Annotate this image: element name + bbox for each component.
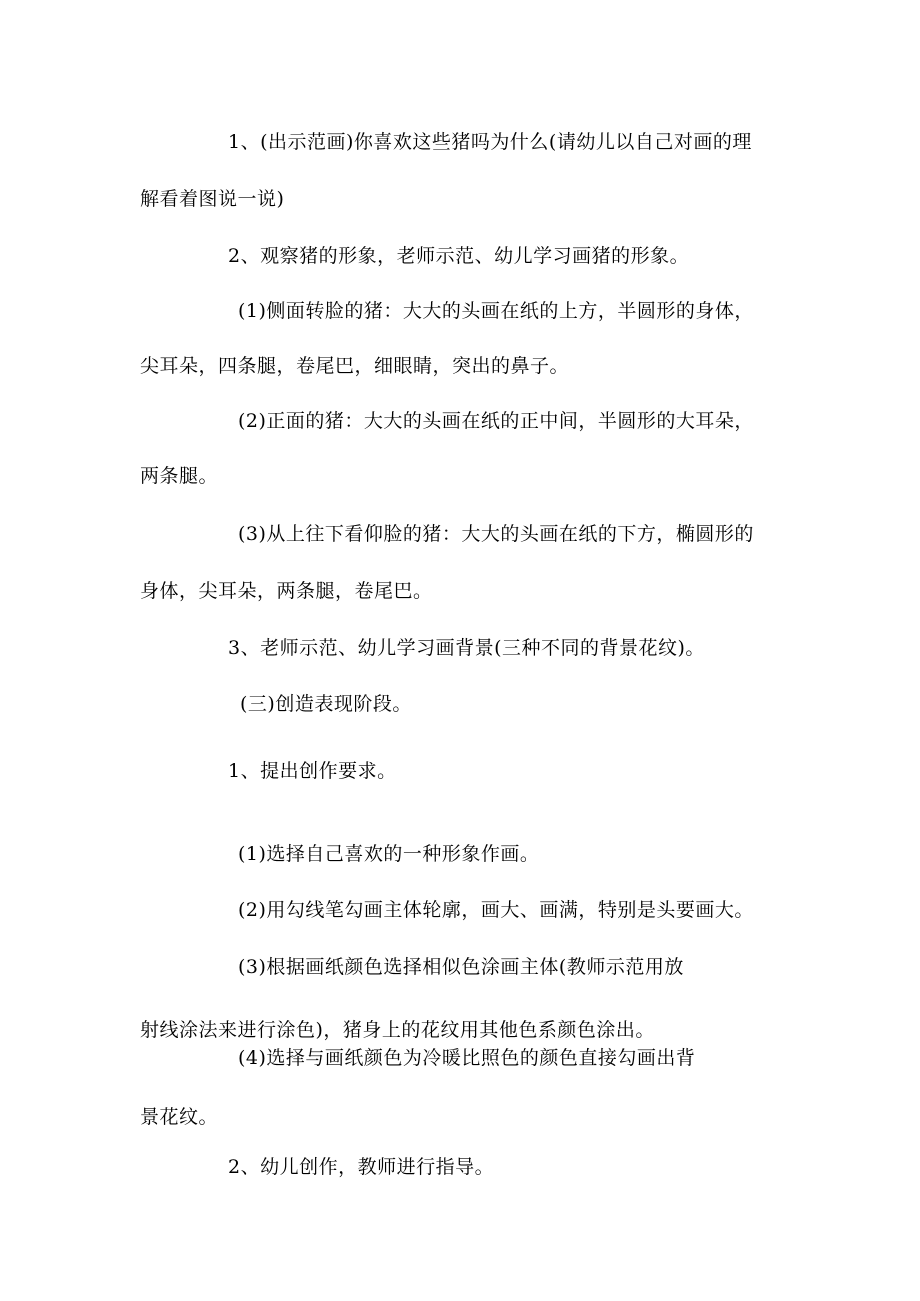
paragraph-line: 3、老师示范、幼儿学习画背景(三种不同的背景花纹)。 bbox=[228, 637, 705, 659]
section-heading: (三)创造表现阶段。 bbox=[240, 693, 412, 715]
paragraph-line: (1)选择自己喜欢的一种形象作画。 bbox=[238, 843, 540, 865]
paragraph-line: 1、(出示范画)你喜欢这些猪吗为什么(请幼儿以自己对画的理 bbox=[228, 131, 752, 153]
paragraph-line: 2、观察猪的形象，老师示范、幼儿学习画猪的形象。 bbox=[228, 245, 690, 267]
paragraph-line: (1)侧面转脸的猪：大大的头画在纸的上方，半圆形的身体， bbox=[238, 300, 754, 322]
paragraph-line: 身体，尖耳朵，两条腿，卷尾巴。 bbox=[140, 580, 433, 602]
paragraph-line: 1、提出创作要求。 bbox=[228, 760, 397, 782]
paragraph-line: (4)选择与画纸颜色为冷暖比照色的颜色直接勾画出背 bbox=[238, 1047, 696, 1069]
paragraph-line: 两条腿。 bbox=[140, 465, 219, 487]
paragraph-line: (3)根据画纸颜色选择相似色涂画主体(教师示范用放 bbox=[238, 956, 684, 978]
paragraph-line: (3)从上往下看仰脸的猪：大大的头画在纸的下方，椭圆形的 bbox=[238, 523, 754, 545]
paragraph-line: 尖耳朵，四条腿，卷尾巴，细眼睛，突出的鼻子。 bbox=[140, 355, 570, 377]
paragraph-line: 解看着图说一说) bbox=[140, 188, 285, 210]
paragraph-line: (2)用勾线笔勾画主体轮廓，画大、画满，特别是头要画大。 bbox=[238, 899, 754, 921]
paragraph-line: 射线涂法来进行涂色)，猪身上的花纹用其他色系颜色涂出。 bbox=[140, 1019, 655, 1041]
paragraph-line: 2、幼儿创作，教师进行指导。 bbox=[228, 1156, 495, 1178]
paragraph-line: 景花纹。 bbox=[140, 1106, 219, 1128]
paragraph-line: (2)正面的猪：大大的头画在纸的正中间，半圆形的大耳朵， bbox=[238, 410, 754, 432]
